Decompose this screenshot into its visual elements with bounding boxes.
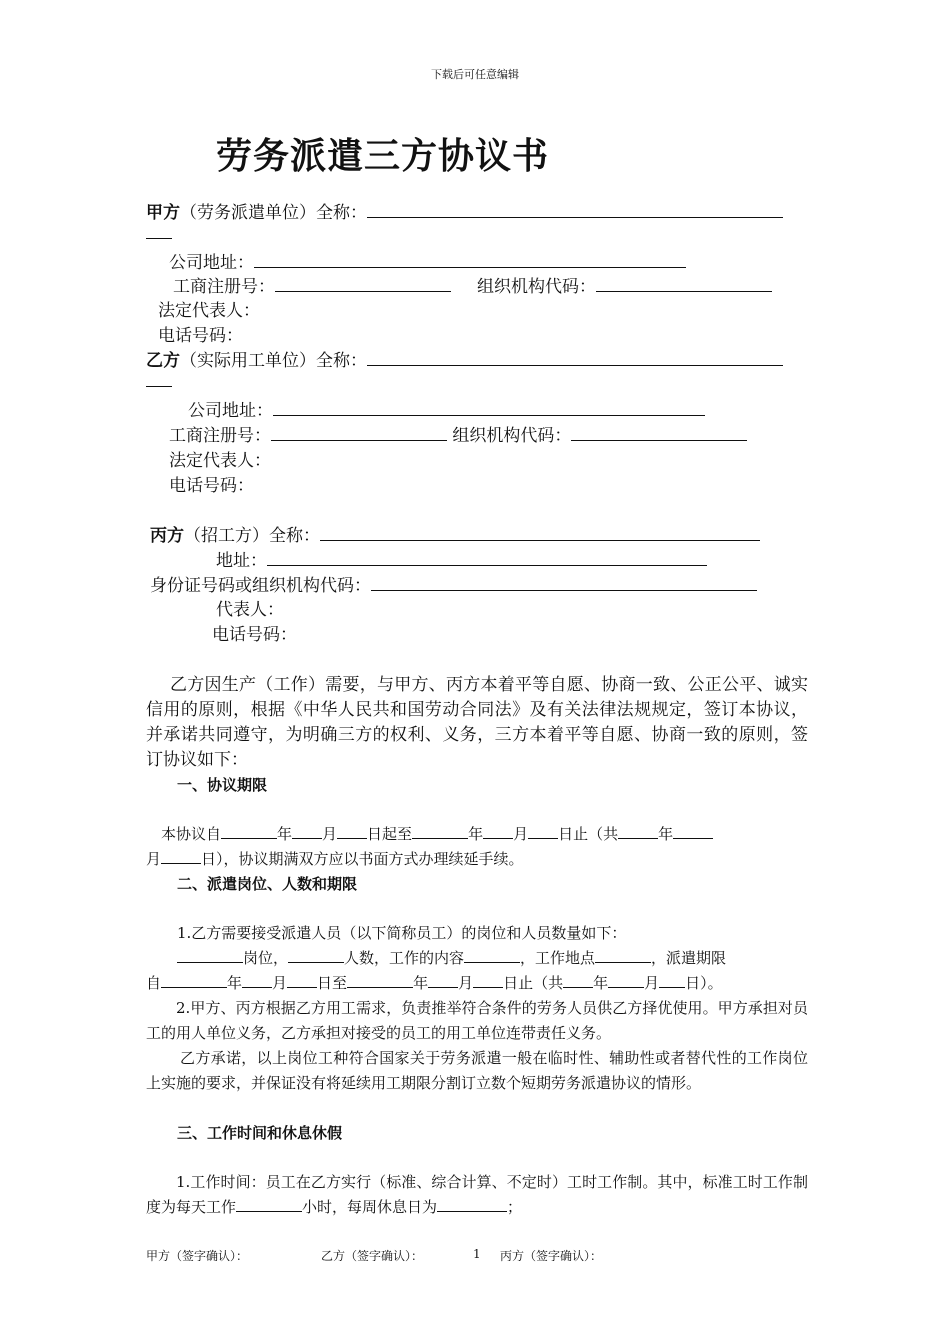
s1-month-3: 月 xyxy=(146,850,162,868)
s1-start-day-field[interactable] xyxy=(337,824,367,839)
s3-hours-field[interactable] xyxy=(236,1197,302,1212)
s1-month-1: 月 xyxy=(322,825,338,843)
s2-start-month-field[interactable] xyxy=(242,973,272,988)
s2-end-year-field[interactable] xyxy=(347,973,413,988)
s2-total-month-field[interactable] xyxy=(608,973,644,988)
section3-p1 xyxy=(146,1170,808,1220)
party-a-org-field[interactable] xyxy=(596,274,772,292)
page-title: 劳务派遣三方协议书 xyxy=(216,135,550,177)
s2-day-end: 日止（共 xyxy=(503,974,564,992)
party-b-name-field-wrap xyxy=(146,386,172,387)
s2-end-day-field[interactable] xyxy=(473,973,503,988)
section2-p2: 2.甲方、丙方根据乙方用工需求，负责推举符合条件的劳务人员供乙方择优使用。甲方承担对员工的用人单位义务，乙方承担对接受的员工的用工单位连带责任义务。 xyxy=(146,999,808,1042)
party-a-reg-row xyxy=(173,274,451,299)
party-c-address-field[interactable] xyxy=(267,548,707,566)
s3-p1b: 小时，每周休息日为 xyxy=(302,1198,438,1216)
party-b-type: （实际用工单位）全称： xyxy=(180,351,367,371)
s2-end-month-field[interactable] xyxy=(428,973,458,988)
party-a-reg-label: 工商注册号： xyxy=(173,277,275,297)
s2-post-field[interactable] xyxy=(177,948,243,963)
s1-total-year-field[interactable] xyxy=(618,824,658,839)
party-b-name-row xyxy=(146,348,783,373)
footer-a-sign: 甲方（签字确认）： xyxy=(146,1249,249,1263)
party-a-name-row xyxy=(146,200,783,225)
party-c-type: （招工方）全称： xyxy=(184,526,320,546)
party-a-address-label: 公司地址： xyxy=(169,253,254,273)
party-b-org-field[interactable] xyxy=(571,423,747,441)
s2-content-field[interactable] xyxy=(464,948,520,963)
party-a-legal-rep: 法定代表人： xyxy=(158,301,260,321)
s1-end-year-field[interactable] xyxy=(412,824,468,839)
footer-b-sign: 乙方（签字确认）： xyxy=(321,1249,424,1263)
s2-total-year-field[interactable] xyxy=(563,973,593,988)
s1-year-1: 年 xyxy=(277,825,293,843)
party-c-rep: 代表人： xyxy=(216,600,284,620)
party-c-name-field[interactable] xyxy=(320,523,760,541)
party-a-label: 甲方 xyxy=(146,203,180,223)
s2-period: ，派遣期限 xyxy=(651,949,727,967)
header-note: 下载后可任意编辑 xyxy=(431,68,519,81)
section2-line3 xyxy=(146,971,723,995)
party-b-label: 乙方 xyxy=(146,351,180,371)
s2-count: 人数，工作的内容 xyxy=(344,949,465,967)
s1-year-2: 年 xyxy=(468,825,484,843)
party-b-reg-field[interactable] xyxy=(271,423,447,441)
section3-heading: 三、工作时间和休息休假 xyxy=(177,1124,343,1142)
party-b-name-field[interactable] xyxy=(367,348,783,366)
section2-heading: 二、派遣岗位、人数和期限 xyxy=(177,875,358,893)
party-b-reg-row xyxy=(169,423,747,448)
s2-day-close: 日）。 xyxy=(685,974,723,992)
s2-count-field[interactable] xyxy=(288,948,344,963)
s2-year-2: 年 xyxy=(413,974,429,992)
party-c-id-field[interactable] xyxy=(371,573,757,591)
party-a-name-field[interactable] xyxy=(367,200,783,218)
s3-p1c: ； xyxy=(507,1198,523,1216)
s1-total-month-field[interactable] xyxy=(673,824,713,839)
s3-p1a: 1.工作时间：员工在乙方实行（标准、综合计算、不定时）工时工作制。其中，标准工时工作制度为每天工作 xyxy=(146,1173,808,1216)
s1-year-3: 年 xyxy=(658,825,674,843)
s1-start-month-field[interactable] xyxy=(292,824,322,839)
section2-p3: 乙方承诺，以上岗位工种符合国家关于劳务派遣一般在临时性、辅助性或者替代性的工作岗位上实施的要求，并保证没有将延续用工期限分割订立数个短期劳务派遣协议的情形。 xyxy=(146,1049,808,1092)
s3-rest-day-field[interactable] xyxy=(437,1197,507,1212)
party-a-name-field-wrap xyxy=(146,238,172,239)
section2-p1: 1.乙方需要接受派遣人员（以下简称员工）的岗位和人员数量如下： xyxy=(177,924,627,942)
party-c-label: 丙方 xyxy=(150,526,184,546)
footer-c-sign: 丙方（签字确认）： xyxy=(500,1249,603,1263)
s2-month-2: 月 xyxy=(458,974,474,992)
party-a-type: （劳务派遣单位）全称： xyxy=(180,203,367,223)
s1-day-end: 日止（共 xyxy=(558,825,619,843)
s2-start-year-field[interactable] xyxy=(161,973,227,988)
party-c-phone: 电话号码： xyxy=(212,625,297,645)
s1-day-start: 日起至 xyxy=(367,825,413,843)
party-a-phone: 电话号码： xyxy=(158,326,243,346)
s2-month-3: 月 xyxy=(644,974,660,992)
s1-start-year-field[interactable] xyxy=(221,824,277,839)
party-b-address-label: 公司地址： xyxy=(188,401,273,421)
party-c-id-row xyxy=(150,573,757,598)
s2-place: ，工作地点 xyxy=(520,949,596,967)
party-b-address-row xyxy=(188,398,705,423)
s2-total-day-field[interactable] xyxy=(659,973,685,988)
section2-line2 xyxy=(177,946,726,970)
s1-text-a: 本协议自 xyxy=(161,825,222,843)
party-a-address-row xyxy=(169,250,686,275)
s1-end-day-field[interactable] xyxy=(528,824,558,839)
intro-paragraph: 乙方因生产（工作）需要，与甲方、丙方本着平等自愿、协商一致、公正公平、诚实信用的原则，根据《中华人民共和国劳动合同法》及有关法律法规规定，签订本协议，并承诺共同遵守，为明确三方的权利、义务，三方本着平等自愿、协商一致的原则，签订协议如下： xyxy=(146,675,808,770)
party-c-id-label: 身份证号码或组织机构代码： xyxy=(150,576,371,596)
party-a-address-field[interactable] xyxy=(254,250,686,268)
party-a-org-row xyxy=(477,274,772,299)
party-b-org-label: 组织机构代码： xyxy=(452,426,572,446)
s2-place-field[interactable] xyxy=(595,948,651,963)
s1-month-2: 月 xyxy=(513,825,529,843)
s2-post: 岗位， xyxy=(243,949,289,967)
party-b-address-field[interactable] xyxy=(273,398,705,416)
party-b-phone: 电话号码： xyxy=(169,476,254,496)
party-a-reg-field[interactable] xyxy=(275,274,451,292)
party-c-address-row xyxy=(216,548,707,573)
s2-start-day-field[interactable] xyxy=(287,973,317,988)
party-b-reg-label: 工商注册号： xyxy=(169,426,271,446)
s2-from: 自 xyxy=(146,974,162,992)
party-a-org-label: 组织机构代码： xyxy=(477,277,596,297)
s1-end-month-field[interactable] xyxy=(483,824,513,839)
party-c-address-label: 地址： xyxy=(216,551,267,571)
section1-heading: 一、协议期限 xyxy=(177,776,268,794)
s2-year-3: 年 xyxy=(593,974,609,992)
s2-day-to: 日至 xyxy=(317,974,348,992)
party-c-name-row xyxy=(150,523,760,548)
page-number: 1 xyxy=(473,1247,481,1261)
section1-line1 xyxy=(161,822,713,846)
s1-day-close: 日），协议期满双方应以书面方式办理续延手续。 xyxy=(201,850,524,868)
s2-month-1: 月 xyxy=(272,974,288,992)
s2-year-1: 年 xyxy=(227,974,243,992)
s1-total-day-field[interactable] xyxy=(161,849,201,864)
party-b-legal-rep: 法定代表人： xyxy=(169,451,271,471)
section1-line2 xyxy=(146,847,524,871)
